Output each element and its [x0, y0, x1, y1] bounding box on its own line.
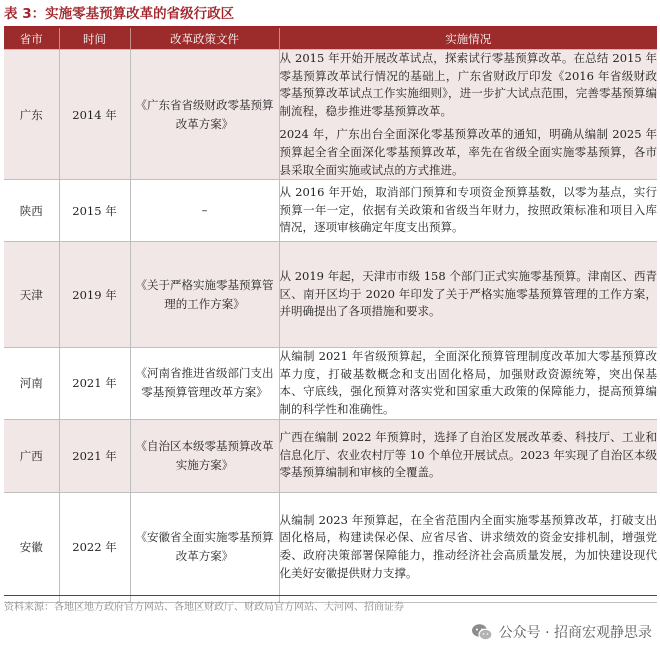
cell-province: 天津: [4, 242, 59, 348]
table-title: 表 3：实施零基预算改革的省级行政区: [4, 6, 235, 22]
cell-year: 2014 年: [59, 50, 130, 180]
cell-year: 2022 年: [59, 492, 130, 602]
details-paragraph: 从 2019 年起，天津市市级 158 个部门正式实施零基预算。津南区、西青区、南开区均于 2020 年印发了关于严格实施零基预算管理的工作方案，并明确提出了各项措施和要求。: [279, 269, 657, 319]
cell-province: 安徽: [4, 492, 59, 602]
header-row: [4, 28, 657, 50]
source-note: 资料来源：各地区地方政府官方网站、各地区财政厅、财政局官方网站、大河网、招商证券: [4, 602, 404, 613]
cell-province: 陕西: [4, 180, 59, 242]
cell-province: 广东: [4, 50, 59, 180]
header-year: 时间: [59, 28, 130, 50]
details-paragraph: 从 2016 年开始，取消部门预算和专项资金预算基数，以零为基点，实行预算一年一定，依据有关政策和省级当年财力，按照政策标准和项目入库情况，逐项审核确定年度支出预算。: [279, 185, 657, 235]
header-policy: 改革政策文件: [130, 28, 279, 50]
cell-policy: 《关于严格实施零基预算管理的工作方案》: [130, 242, 279, 348]
cell-details: [279, 242, 657, 348]
table-row-shaanxi: [4, 180, 657, 242]
details-paragraph: 从 2015 年开始开展改革试点，探索试行零基预算改革。在总结 2015 年零基预算改革试行情况的基础上，广东省财政厅印发《2016 年省级财政零基预算改革试点工作实施细则》，进一步扩大试点范围，完善零基预算编制流程，稳步推进零基预算改革。: [279, 51, 657, 118]
details-paragraph: 2024 年，广东出台全面深化零基预算改革的通知，明确从编制 2025 年预算起全省全面深化零基预算改革，率先在省级全面实施零基预算，各市县采取全面实施或试点的方式推进。: [279, 127, 657, 177]
details-paragraph: 广西在编制 2022 年预算时，选择了自治区发展改革委、科技厅、工业和信息化厅、农业农村厅等 10 个单位开展试点。2023 年实现了自治区本级零基预算编制和审核的全覆盖。: [279, 430, 657, 480]
cell-policy: 《自治区本级零基预算改革实施方案》: [130, 419, 279, 492]
table-row-henan: [4, 348, 657, 419]
table-row-tianjin: [4, 242, 657, 348]
table-row-guangdong: [4, 50, 657, 180]
cell-details: [279, 180, 657, 242]
cell-year: 2019 年: [59, 242, 130, 348]
wechat-account-label: 公众号 · 招商宏观静思录: [498, 625, 652, 641]
header-province: 省市: [4, 28, 59, 50]
cell-details: [279, 348, 657, 419]
cell-policy: 《安徽省全面实施零基预算改革方案》: [130, 492, 279, 602]
cell-year: 2021 年: [59, 348, 130, 419]
cell-details: [279, 492, 657, 602]
cell-details: [279, 50, 657, 180]
cell-province: 广西: [4, 419, 59, 492]
cell-details: [279, 419, 657, 492]
details-paragraph: 从编制 2021 年省级预算起，全面深化预算管理制度改革加大零基预算改革力度，打破基数概念和支出固化格局，加强财政资源统筹，突出保基本、守底线，强化预算对落实党和国家重大政策的保障能力，提高预算编制的科学性和准确性。: [279, 349, 657, 416]
cell-policy: 《河南省推进省级部门支出零基预算管理改革方案》: [130, 348, 279, 419]
wechat-watermark: [471, 620, 652, 644]
header-details: 实施情况: [279, 28, 657, 50]
table-row-guangxi: [4, 419, 657, 492]
cell-year: 2021 年: [59, 419, 130, 492]
wechat-icon: [471, 623, 493, 641]
provinces-table: [4, 28, 657, 603]
cell-year: 2015 年: [59, 180, 130, 242]
cell-policy: –: [130, 180, 279, 242]
details-paragraph: 从编制 2023 年预算起，在全省范围内全面实施零基预算改革，打破支出固化格局，构建读保必保、应省尽省、讲求绩效的资金安排机制，增强党委、政府决策部署保障能力，推动经济社会高质量发展，为加快建设现代化美好安徽提供财力支撑。: [279, 512, 657, 580]
table-row-anhui: [4, 492, 657, 602]
cell-policy: 《广东省省级财政零基预算改革方案》: [130, 50, 279, 180]
bottom-rule: [4, 595, 657, 596]
cell-province: 河南: [4, 348, 59, 419]
